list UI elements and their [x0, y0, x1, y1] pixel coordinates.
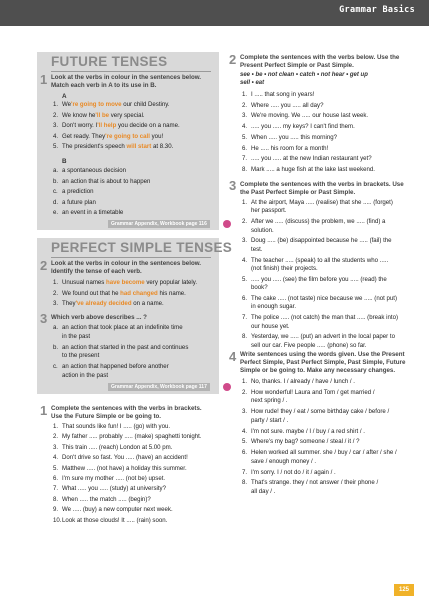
text: That's strange. they / not answer / their phone / — [251, 479, 379, 487]
sentence-item — [53, 496, 151, 504]
text: We know he — [62, 111, 96, 119]
sentence-continuation: party / start / . — [251, 416, 289, 424]
sentence-item — [53, 279, 197, 287]
item-number: 6. — [242, 295, 248, 302]
sentence-item — [242, 145, 328, 153]
title-rule — [51, 257, 211, 258]
description-continuation: action in the past — [62, 371, 109, 379]
sentence-continuation: solution. — [251, 226, 274, 234]
item-number: 1. — [242, 378, 248, 385]
text: you decide on a name. — [116, 122, 180, 130]
item-number: d. — [53, 198, 59, 206]
text: an action that started in the past and continues — [62, 343, 189, 351]
item-number: 2. — [53, 289, 59, 297]
sentence-item — [242, 428, 365, 436]
text: Look at those clouds! It ..... (rain) soon. — [62, 516, 168, 524]
item-number: 4. — [53, 454, 59, 462]
exercise-number: 2 — [40, 258, 48, 273]
item-number: e. — [53, 209, 59, 217]
text: Don't drive so fast. You ..... (have) an accident! — [62, 454, 188, 462]
text: Helen worked all summer. she / buy / car / after / she / — [251, 449, 397, 457]
text: I'm not sure. maybe / I / buy / a red shirt / . — [251, 427, 365, 435]
header-bar — [0, 0, 429, 26]
section-title: Grammar Basics — [339, 5, 415, 15]
item-number: 4. — [242, 123, 248, 131]
text: I ..... that song in years! — [251, 91, 315, 98]
sentence-item — [242, 199, 393, 207]
text: We ..... (buy) a new computer next week. — [62, 506, 173, 514]
text: Matthew ..... (not have) a holiday this summer. — [62, 464, 187, 472]
text: a prediction — [62, 188, 94, 196]
word-bank: see • be • not clean • catch • not hear • get up — [240, 72, 368, 78]
highlighted-verb: will start — [126, 143, 152, 151]
sentence-item — [242, 449, 397, 457]
instruction: Match each verb in A to its use in B. — [51, 82, 157, 89]
item-number: 4. — [242, 427, 248, 435]
item-number: 1. — [53, 279, 59, 286]
text: What ..... you ..... (study) at university? — [62, 485, 166, 493]
sentence-continuation: save / enough money / . — [251, 457, 317, 465]
sentence-item — [53, 444, 172, 452]
item-number: 7. — [242, 468, 248, 476]
text: How wonderful! Laura and Tom / get married / — [251, 388, 375, 396]
title-rule — [51, 71, 211, 72]
item-number: 8. — [242, 333, 248, 341]
instruction: Look at the verbs in colour in the sentences below. — [51, 260, 202, 267]
grammar-reference: Grammar Appendix, Workbook page 117 — [108, 383, 210, 391]
grammar-reference: Grammar Appendix, Workbook page 116 — [108, 220, 210, 228]
item-number: 5. — [242, 438, 248, 446]
sentence-continuation: our house yet. — [251, 322, 290, 330]
text: you! — [149, 132, 164, 140]
use-item — [53, 199, 96, 207]
sentence-item — [242, 123, 355, 131]
page-number: 125 — [394, 584, 414, 596]
description-item — [53, 344, 188, 352]
sentence-item — [242, 102, 323, 110]
item-number: 3. — [53, 122, 59, 130]
text: at 8.30. — [151, 143, 174, 151]
text: an action that took place at an indefinite time — [62, 324, 183, 331]
use-item — [53, 209, 123, 217]
instruction: Complete the sentences with the verbs in brackets. — [51, 405, 202, 412]
exercise-number: 1 — [40, 403, 48, 418]
word-bank: sell • eat — [240, 80, 265, 86]
item-number: 4. — [53, 132, 59, 140]
use-item — [53, 178, 150, 186]
text: a spontaneous decision — [62, 167, 127, 174]
use-item — [53, 188, 94, 196]
text: This train ..... (reach) London at 5.00 pm. — [62, 443, 173, 451]
instruction: Identify the tense of each verb. — [51, 268, 142, 275]
item-number: 4. — [242, 256, 248, 264]
item-number: 1. — [242, 91, 248, 98]
sentence-item — [242, 438, 360, 446]
sentence-item — [53, 133, 163, 141]
text: ..... you ..... (see) the film before you ..... (read) the — [251, 275, 387, 283]
exercise-number: 3 — [229, 178, 237, 193]
column-a-label: A — [62, 93, 67, 100]
sentence-item — [242, 276, 387, 284]
sentence-item — [242, 378, 355, 386]
sentence-item — [53, 112, 145, 120]
instruction: Present Perfect Simple or Past Simple. — [240, 62, 354, 69]
text: ..... you ..... at the new Indian restaurant yet? — [251, 155, 372, 163]
description-item — [53, 324, 183, 332]
sentence-item — [242, 91, 314, 99]
text: Get ready. They — [62, 132, 106, 140]
text: The president's speech — [62, 143, 127, 151]
sentence-item — [242, 166, 375, 174]
sentence-item — [53, 101, 170, 109]
item-number: 5. — [242, 275, 248, 283]
text: Mark ..... a huge fish at the lake last weekend. — [251, 165, 375, 173]
text: I'm sure my mother ..... (not be) upset. — [62, 475, 166, 482]
text: No, thanks. I / already / have / lunch / . — [251, 378, 355, 385]
text: After we ..... (discuss) the problem, we ..... (find) a — [251, 218, 386, 226]
reference-marker — [223, 220, 231, 228]
text: our child Destiny. — [121, 101, 170, 108]
item-number: 5. — [242, 133, 248, 141]
item-number: b. — [53, 177, 59, 185]
description-item — [53, 363, 169, 371]
sentence-continuation: next spring / . — [251, 397, 288, 405]
item-number: 8. — [53, 495, 59, 503]
text: on a name. — [131, 300, 164, 308]
text: Doug ..... (be) disappointed because he ..... (fail) the — [251, 237, 392, 245]
description-continuation: in the past — [62, 332, 91, 340]
item-number: 7. — [242, 155, 248, 163]
sentence-item — [242, 218, 385, 226]
text: How rude! they / eat / some birthday cake / before / — [251, 408, 390, 416]
exercise-number: 4 — [229, 349, 237, 364]
reference-marker — [223, 383, 231, 391]
sentence-continuation: sell our car. Five people ..... (phone) so far. — [251, 341, 367, 349]
text: That sounds like fun! I ..... (go) with you. — [62, 423, 171, 430]
text: When ..... the match ..... (begin)? — [62, 495, 151, 503]
text: I'm sorry. I / not do / it / again / . — [251, 468, 336, 476]
sentence-item — [242, 155, 372, 163]
text: Unusual names — [62, 279, 107, 286]
item-number: 3. — [53, 443, 59, 451]
text: The cake ..... (not taste) nice because we ..... (not put) — [251, 295, 397, 302]
sentence-item — [53, 506, 173, 514]
exercise-number: 3 — [40, 311, 48, 326]
text: a future plan — [62, 198, 96, 206]
item-number: 1. — [53, 423, 59, 430]
sentence-item — [242, 134, 337, 142]
future-tenses-title: FUTURE TENSES — [51, 54, 168, 69]
item-number: 7. — [53, 485, 59, 493]
text: He ..... his room for a month! — [251, 144, 329, 152]
sentence-continuation: book? — [251, 284, 268, 292]
item-number: 2. — [53, 111, 59, 119]
instruction: Complete the sentences with the verbs below. Use the — [240, 54, 400, 61]
column-b-label: B — [62, 158, 67, 165]
text: We — [62, 101, 72, 108]
sentence-item — [53, 485, 166, 493]
text: Yesterday, we ..... (put) an advert in the local paper to — [251, 333, 395, 341]
item-number: 3. — [242, 408, 248, 416]
text: When ..... you ..... this morning? — [251, 133, 338, 141]
sentence-item — [53, 423, 170, 431]
text: an event in a timetable — [62, 209, 124, 217]
sentence-item — [53, 475, 165, 483]
item-number: 3. — [242, 237, 248, 245]
item-number: 9. — [53, 506, 59, 514]
instruction: Complete the sentences with the verbs in brackets. Use — [240, 181, 404, 188]
sentence-item — [53, 300, 164, 308]
item-number: 5. — [53, 464, 59, 472]
item-number: 6. — [242, 144, 248, 152]
text: ..... you ..... my keys? I can't find them. — [251, 123, 355, 131]
sentence-item — [53, 517, 167, 525]
item-number: b. — [53, 343, 59, 351]
highlighted-verb: have become — [106, 279, 145, 286]
highlighted-verb: 've already decided — [75, 300, 132, 308]
sentence-item — [53, 454, 188, 462]
item-number: 6. — [53, 475, 59, 482]
item-number: c. — [53, 188, 58, 196]
text: We're moving. We ..... our house last week. — [251, 112, 369, 120]
item-number: 8. — [242, 479, 248, 487]
exercise-number: 2 — [229, 52, 237, 67]
perfect-tenses-title: PERFECT SIMPLE TENSES — [51, 240, 233, 255]
sentence-item — [242, 257, 388, 265]
item-number: 2. — [53, 433, 59, 441]
item-number: 6. — [242, 449, 248, 457]
text: Where ..... you ..... all day? — [251, 101, 324, 109]
sentence-item — [242, 479, 378, 487]
instruction: Write sentences using the words given. Use the Present — [240, 351, 405, 358]
item-number: 1. — [242, 199, 248, 206]
sentence-item — [53, 290, 186, 298]
sentence-item — [242, 237, 392, 245]
highlighted-verb: 'll be — [95, 111, 110, 119]
item-number: 5. — [53, 143, 59, 151]
item-number: c. — [53, 363, 58, 370]
text: an action that is about to happen — [62, 177, 151, 185]
sentence-item — [242, 389, 375, 397]
text: The police ..... (not catch) the man that ..... (break into) — [251, 314, 398, 322]
text: My father ..... probably ..... (make) spaghetti tonight. — [62, 433, 202, 441]
use-item — [53, 167, 126, 175]
exercise-number: 1 — [40, 72, 48, 87]
text: his name. — [157, 289, 186, 297]
highlighted-verb: 'll help — [97, 122, 117, 130]
item-number: 10. — [53, 516, 62, 524]
instruction: Look at the verbs in colour in the sentences below. — [51, 74, 202, 81]
sentence-continuation: in enough sugar. — [251, 303, 297, 311]
text: very popular lately. — [144, 279, 198, 286]
highlighted-verb: had changed — [120, 289, 158, 297]
description-continuation: to the present — [62, 352, 100, 360]
text: Where's my bag? someone / steal / it / ? — [251, 438, 360, 446]
instruction: Simple or be going to. Make any necessary changes. — [240, 367, 396, 374]
item-number: 8. — [242, 165, 248, 173]
item-number: 7. — [242, 314, 248, 322]
text: Don't worry. I — [62, 122, 98, 130]
instruction: Use the Future Simple or be going to. — [51, 413, 162, 420]
item-number: 2. — [242, 101, 248, 109]
item-number: a. — [53, 167, 59, 174]
item-number: a. — [53, 324, 59, 331]
sentence-item — [53, 465, 187, 473]
text: They — [62, 300, 76, 308]
sentence-item — [242, 469, 336, 477]
sentence-item — [242, 408, 389, 416]
highlighted-verb: 're going to call — [105, 132, 150, 140]
sentence-continuation: test. — [251, 245, 263, 253]
text: very special. — [109, 111, 145, 119]
highlighted-verb: 're going to move — [71, 101, 122, 108]
sentence-item — [242, 112, 368, 120]
item-number: 3. — [53, 300, 59, 308]
sentence-item — [242, 314, 398, 322]
instruction: the Past Perfect Simple or Past Simple. — [240, 189, 356, 196]
text: The teacher ..... (speak) to all the students who ..... — [251, 256, 389, 264]
text: We found out that he — [62, 289, 121, 297]
item-number: 1. — [53, 101, 59, 108]
sentence-item — [53, 433, 202, 441]
instruction: Perfect Simple, Past Perfect Simple, Past Simple, Future — [240, 359, 406, 366]
instruction: Which verb above describes ... ? — [51, 314, 147, 321]
sentence-continuation: (not finish) their projects. — [251, 265, 318, 272]
text: At the airport, Maya ..... (realise) that she ..... (forget) — [251, 199, 393, 206]
sentence-item — [242, 333, 395, 341]
item-number: 2. — [242, 388, 248, 396]
sentence-continuation: all day / . — [251, 487, 276, 495]
sentence-item — [53, 122, 180, 130]
sentence-continuation: her passport. — [251, 207, 287, 215]
sentence-item — [242, 295, 397, 303]
sentence-item — [53, 143, 173, 151]
item-number: 3. — [242, 112, 248, 120]
item-number: 2. — [242, 218, 248, 226]
text: an action that happened before another — [62, 363, 169, 370]
